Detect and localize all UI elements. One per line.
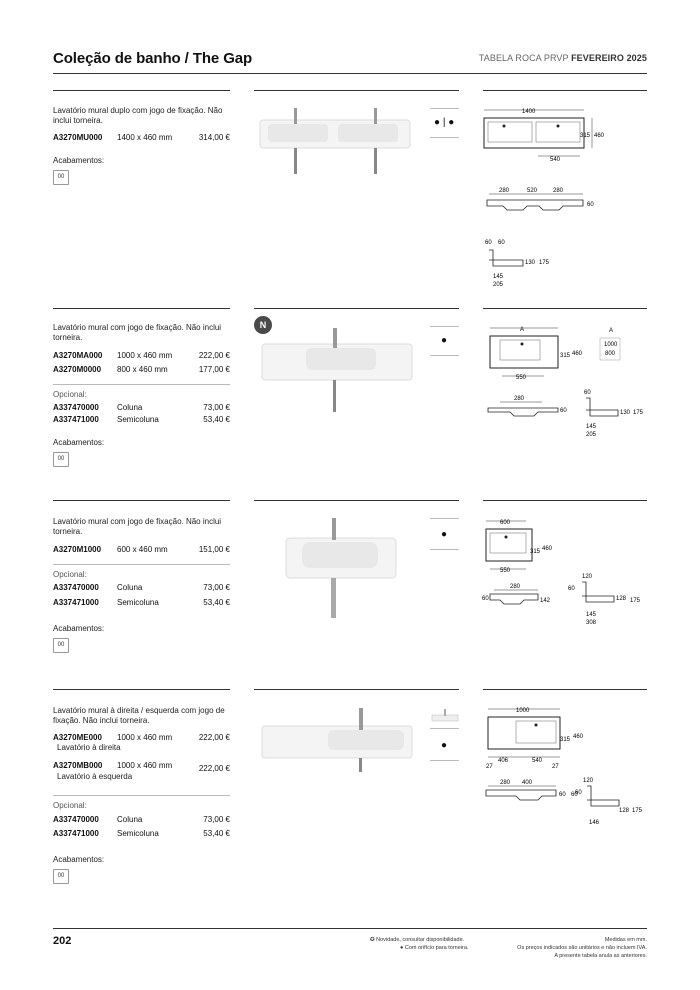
new-icon: ✪ bbox=[370, 937, 375, 943]
basin-thumbnail-icon bbox=[430, 707, 460, 725]
finish-badge: 00 bbox=[53, 452, 69, 467]
product-row bbox=[53, 351, 230, 362]
dim-label: 540 bbox=[550, 157, 561, 163]
section-divider bbox=[483, 90, 647, 91]
optional-divider bbox=[53, 384, 230, 385]
dim-label: 60 bbox=[571, 792, 578, 798]
technical-drawing-front bbox=[483, 184, 608, 214]
finishes-label: Acabamentos: bbox=[53, 855, 105, 864]
product-code: A3270MB000 bbox=[53, 761, 103, 770]
product-row bbox=[53, 133, 230, 144]
dim-label: 128 bbox=[616, 596, 627, 602]
product-image-basin-600 bbox=[280, 512, 430, 620]
dim-label: 280 bbox=[510, 584, 521, 590]
technical-drawing-top bbox=[478, 104, 608, 166]
optional-label: Opcional: bbox=[53, 801, 87, 810]
dim-label: 315 bbox=[530, 549, 541, 555]
product-note: Lavatório à esquerda bbox=[57, 772, 133, 781]
section-divider bbox=[254, 90, 459, 91]
technical-drawing-top bbox=[480, 322, 630, 380]
section-divider bbox=[53, 90, 230, 91]
optional-row bbox=[53, 583, 230, 594]
product-description: Lavatório mural à direita / esquerda com jogo de fixação. Não inclui torneira. bbox=[53, 706, 225, 725]
dim-label: 406 bbox=[498, 758, 509, 764]
section-divider bbox=[254, 308, 459, 309]
optional-price: 73,00 € bbox=[203, 403, 230, 412]
optional-price: 73,00 € bbox=[203, 815, 230, 824]
dim-label: 205 bbox=[493, 282, 504, 288]
section-divider bbox=[53, 689, 230, 690]
technical-drawing-side bbox=[575, 774, 647, 828]
dim-label: 120 bbox=[583, 778, 594, 784]
finishes-label: Acabamentos: bbox=[53, 156, 105, 165]
optional-code: A337470000 bbox=[53, 583, 99, 592]
technical-drawing-front bbox=[480, 580, 560, 610]
tap-hole-icon: ● bbox=[400, 945, 404, 951]
dim-label: 60 bbox=[587, 202, 594, 208]
dim-label: 400 bbox=[522, 780, 533, 786]
marker-divider bbox=[430, 108, 459, 109]
product-dims: 1000 x 460 mm bbox=[117, 351, 173, 360]
dim-label: 1000 bbox=[516, 708, 530, 714]
product-code: A3270ME000 bbox=[53, 733, 102, 742]
product-code: A3270M1000 bbox=[53, 545, 102, 554]
optional-divider bbox=[53, 564, 230, 565]
optional-code: A337471000 bbox=[53, 829, 99, 838]
dim-label: 600 bbox=[500, 520, 511, 526]
dim-label: 1000 bbox=[604, 342, 618, 348]
technical-drawing-front bbox=[484, 776, 584, 806]
optional-name: Semicoluna bbox=[117, 829, 159, 838]
product-note: Lavatório à direita bbox=[57, 743, 121, 752]
dim-label: 145 bbox=[586, 424, 597, 430]
tap-hole-marker: ● bbox=[441, 529, 448, 540]
optional-price: 53,40 € bbox=[203, 598, 230, 607]
catalog-date: FEVEREIRO 2025 bbox=[571, 53, 647, 63]
product-image-basin-1000 bbox=[256, 320, 456, 415]
dim-label: 308 bbox=[586, 620, 597, 626]
dim-label: 60 bbox=[584, 390, 591, 396]
dim-label: 460 bbox=[573, 734, 584, 740]
optional-name: Coluna bbox=[117, 583, 143, 592]
product-image-side-basin bbox=[258, 704, 428, 774]
dim-label: 130 bbox=[525, 260, 536, 266]
dim-label: A bbox=[609, 328, 614, 334]
technical-drawing-front bbox=[486, 392, 566, 418]
dim-label: 520 bbox=[527, 188, 538, 194]
dim-label: 130 bbox=[620, 410, 631, 416]
footer-divider bbox=[53, 928, 647, 929]
product-dims: 600 x 460 mm bbox=[117, 545, 168, 554]
header-divider bbox=[53, 73, 647, 74]
optional-name: Semicoluna bbox=[117, 415, 159, 424]
product-dims: 1000 x 460 mm bbox=[117, 733, 173, 742]
technical-drawing-side bbox=[566, 570, 646, 628]
new-product-badge: N bbox=[254, 316, 272, 334]
finishes-label: Acabamentos: bbox=[53, 624, 105, 633]
dim-label: 142 bbox=[540, 598, 551, 604]
dim-label: 280 bbox=[499, 188, 510, 194]
dim-label: 280 bbox=[553, 188, 564, 194]
product-price: 222,00 € bbox=[198, 764, 230, 773]
optional-divider bbox=[53, 795, 230, 796]
marker-divider bbox=[430, 326, 459, 327]
product-code: A3270M0000 bbox=[53, 365, 102, 374]
technical-drawing-top bbox=[480, 515, 580, 575]
tap-hole-marker: ● bbox=[441, 335, 448, 346]
product-row bbox=[53, 761, 230, 772]
finish-badge: 00 bbox=[53, 638, 69, 653]
catalog-edition bbox=[479, 53, 647, 63]
legend-hole-text: Com orifício para torneira. bbox=[404, 945, 469, 951]
dim-label: 315 bbox=[560, 737, 571, 743]
section-divider bbox=[483, 308, 647, 309]
optional-name: Coluna bbox=[117, 403, 143, 412]
optional-code: A337470000 bbox=[53, 815, 99, 824]
dim-label: 27 bbox=[552, 764, 559, 770]
optional-code: A337471000 bbox=[53, 598, 99, 607]
optional-row bbox=[53, 829, 230, 840]
optional-code: A337470000 bbox=[53, 403, 99, 412]
product-code: A3270MA000 bbox=[53, 351, 103, 360]
optional-label: Opcional: bbox=[53, 570, 87, 579]
optional-price: 53,40 € bbox=[203, 415, 230, 424]
optional-price: 73,00 € bbox=[203, 583, 230, 592]
footer-note: A presente tabela anula as anteriores. bbox=[554, 953, 647, 959]
dim-label: 280 bbox=[500, 780, 511, 786]
technical-drawing-side bbox=[483, 236, 553, 288]
dim-label: 1400 bbox=[522, 109, 536, 115]
dim-label: 175 bbox=[630, 598, 641, 604]
page-title: Coleção de banho / The Gap bbox=[53, 50, 253, 67]
dim-label: 60 bbox=[559, 792, 566, 798]
product-row bbox=[53, 545, 230, 556]
dim-label: 120 bbox=[582, 574, 593, 580]
dim-label: 540 bbox=[532, 758, 543, 764]
optional-row bbox=[53, 415, 230, 426]
optional-name: Semicoluna bbox=[117, 598, 159, 607]
section-divider bbox=[53, 500, 230, 501]
dim-label: 146 bbox=[589, 820, 600, 826]
legend-new-text: Novidade, consultar disponibilidade. bbox=[376, 937, 465, 943]
footer-legend bbox=[370, 936, 468, 952]
dim-label: 800 bbox=[605, 351, 616, 357]
section-divider bbox=[254, 689, 459, 690]
product-price: 314,00 € bbox=[198, 133, 230, 142]
dim-label: 550 bbox=[500, 568, 511, 574]
product-price: 177,00 € bbox=[198, 365, 230, 374]
tap-hole-marker: ● | ● bbox=[434, 117, 455, 128]
marker-divider bbox=[430, 549, 459, 550]
technical-drawing-top bbox=[480, 703, 610, 769]
product-price: 222,00 € bbox=[198, 351, 230, 360]
dim-label: 460 bbox=[572, 351, 583, 357]
dim-label: 60 bbox=[575, 790, 582, 796]
dim-label: 60 bbox=[560, 408, 567, 414]
optional-price: 53,40 € bbox=[203, 829, 230, 838]
page-number: 202 bbox=[53, 935, 72, 947]
dim-label: 60 bbox=[498, 240, 505, 246]
dim-label: 280 bbox=[514, 396, 525, 402]
product-description: Lavatório mural com jogo de fixação. Não inclui torneira. bbox=[53, 323, 222, 342]
dim-label: 175 bbox=[633, 410, 644, 416]
dim-label: 60 bbox=[482, 596, 489, 602]
dim-label: 460 bbox=[542, 546, 553, 552]
finishes-label: Acabamentos: bbox=[53, 438, 105, 447]
optional-label: Opcional: bbox=[53, 390, 87, 399]
dim-label: 60 bbox=[568, 586, 575, 592]
section-divider bbox=[53, 308, 230, 309]
section-divider bbox=[254, 500, 459, 501]
footer-notes bbox=[517, 936, 647, 960]
product-image-double-basin bbox=[254, 100, 459, 180]
footer-note: Medidas em mm. bbox=[604, 937, 647, 943]
dim-label: 175 bbox=[539, 260, 550, 266]
dim-label: 145 bbox=[586, 612, 597, 618]
dim-label: 315 bbox=[560, 353, 571, 359]
marker-divider bbox=[430, 137, 459, 138]
catalog-name: TABELA ROCA PRVP bbox=[478, 53, 569, 63]
product-price: 222,00 € bbox=[198, 733, 230, 742]
product-description: Lavatório mural duplo com jogo de fixação. Não inclui torneira. bbox=[53, 106, 223, 125]
optional-name: Coluna bbox=[117, 815, 143, 824]
product-row bbox=[53, 365, 230, 376]
dim-label: 145 bbox=[493, 274, 504, 280]
dim-label: 60 bbox=[485, 240, 492, 246]
optional-row bbox=[53, 815, 230, 826]
product-dims: 800 x 460 mm bbox=[117, 365, 168, 374]
product-price: 151,00 € bbox=[198, 545, 230, 554]
finish-badge: 00 bbox=[53, 869, 69, 884]
tap-hole-marker: ● bbox=[441, 740, 448, 751]
section-divider bbox=[483, 689, 647, 690]
marker-divider bbox=[430, 760, 459, 761]
product-dims: 1000 x 460 mm bbox=[117, 761, 173, 770]
marker-divider bbox=[430, 518, 459, 519]
product-code: A3270MU000 bbox=[53, 133, 103, 142]
marker-divider bbox=[430, 355, 459, 356]
product-description: Lavatório mural com jogo de fixação. Não inclui torneira. bbox=[53, 517, 222, 536]
footer-note: Os preços indicados são unitários e não incluem IVA. bbox=[517, 945, 647, 951]
dim-label: 460 bbox=[594, 133, 605, 139]
dim-label: 550 bbox=[516, 375, 527, 381]
optional-row bbox=[53, 598, 230, 609]
finish-badge: 00 bbox=[53, 170, 69, 185]
section-divider bbox=[483, 500, 647, 501]
marker-divider bbox=[430, 728, 459, 729]
dim-label: 205 bbox=[586, 432, 597, 438]
product-dims: 1400 x 460 mm bbox=[117, 133, 173, 142]
dim-label: 27 bbox=[486, 764, 493, 770]
dim-label: 315 bbox=[580, 133, 591, 139]
dim-label: 175 bbox=[632, 808, 643, 814]
dim-label: A bbox=[520, 327, 525, 333]
optional-row bbox=[53, 403, 230, 414]
optional-code: A337471000 bbox=[53, 415, 99, 424]
dim-label: 128 bbox=[619, 808, 630, 814]
technical-drawing-side bbox=[580, 386, 650, 440]
